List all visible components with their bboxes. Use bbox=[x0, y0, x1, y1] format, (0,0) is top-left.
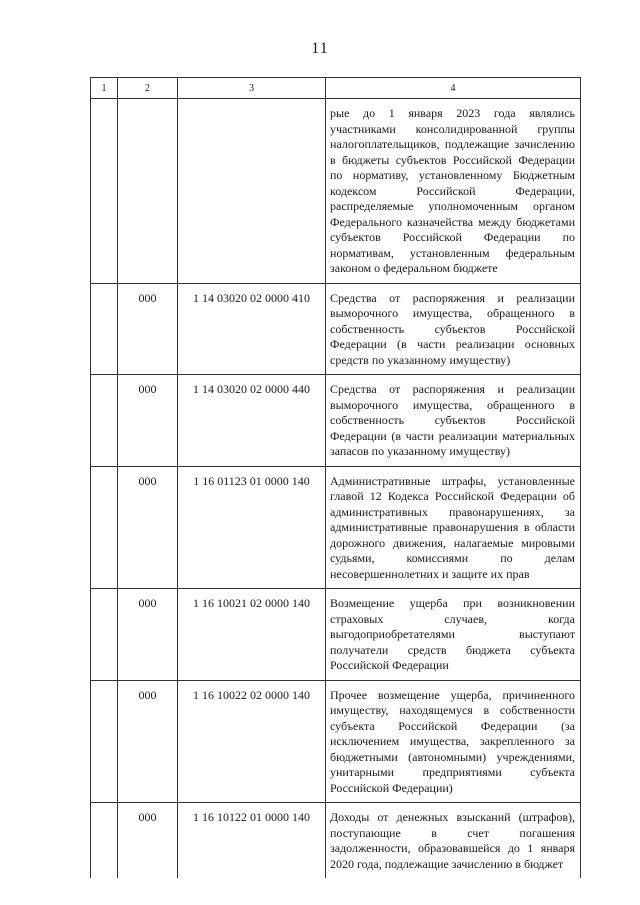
row-cell-description: Возмещение ущерба при возникновении страховых случаев, когда выгодоприобретателями выступают получатели средств бюджета субъекта Российской Федерации bbox=[326, 589, 581, 681]
table-row bbox=[91, 99, 581, 284]
row-cell-col1 bbox=[91, 680, 118, 803]
column-header-2: 2 bbox=[118, 78, 178, 99]
row-cell-col1 bbox=[91, 589, 118, 681]
row-cell-col1 bbox=[91, 466, 118, 589]
row-cell-admin-code: 000 bbox=[118, 375, 178, 467]
row-cell-revenue-code: 1 16 01123 01 0000 140 bbox=[178, 466, 326, 589]
table-row bbox=[91, 589, 581, 681]
row-cell-revenue-code: 1 16 10122 01 0000 140 bbox=[178, 803, 326, 879]
document-sheet bbox=[90, 77, 580, 871]
row-cell-admin-code: 000 bbox=[118, 466, 178, 589]
row-cell-admin-code bbox=[118, 99, 178, 284]
row-cell-admin-code: 000 bbox=[118, 283, 178, 375]
row-cell-revenue-code: 1 14 03020 02 0000 410 bbox=[178, 283, 326, 375]
row-cell-description: Средства от распоряжения и реализации выморочного имущества, обращенного в собственность субъектов Российской Федерации (в части реализации материальных запасов по указанному имуществу) bbox=[326, 375, 581, 467]
row-cell-admin-code: 000 bbox=[118, 803, 178, 879]
table-row bbox=[91, 375, 581, 467]
table-row bbox=[91, 466, 581, 589]
revenue-codes-table bbox=[90, 77, 581, 878]
row-cell-col1 bbox=[91, 99, 118, 284]
row-cell-admin-code: 000 bbox=[118, 589, 178, 681]
row-cell-revenue-code: 1 16 10021 02 0000 140 bbox=[178, 589, 326, 681]
column-header-1: 1 bbox=[91, 78, 118, 99]
row-cell-revenue-code: 1 14 03020 02 0000 440 bbox=[178, 375, 326, 467]
table-row bbox=[91, 680, 581, 803]
row-cell-col1 bbox=[91, 375, 118, 467]
table-row bbox=[91, 283, 581, 375]
row-cell-revenue-code: 1 16 10022 02 0000 140 bbox=[178, 680, 326, 803]
row-cell-revenue-code bbox=[178, 99, 326, 284]
row-cell-col1 bbox=[91, 283, 118, 375]
row-cell-admin-code: 000 bbox=[118, 680, 178, 803]
column-header-3: 3 bbox=[178, 78, 326, 99]
row-cell-description: Доходы от денежных взысканий (штрафов), поступающие в счет погашения задолженности, образовавшейся до 1 января 2020 года, подлежащие зачислению в бюджет bbox=[326, 803, 581, 879]
row-cell-description: Средства от распоряжения и реализации выморочного имущества, обращенного в собственность субъектов Российской Федерации (в части реализации основных средств по указанному имуществу) bbox=[326, 283, 581, 375]
table-header-row bbox=[91, 78, 581, 99]
column-header-4: 4 bbox=[326, 78, 581, 99]
table-row bbox=[91, 803, 581, 879]
row-cell-col1 bbox=[91, 803, 118, 879]
row-cell-description: Административные штрафы, установленные главой 12 Кодекса Российской Федерации об административных правонарушениях, за административные правонарушения в области дорожного движения, налагаемые мировыми судьями, комиссиями по делам несовершеннолетних и защите их прав bbox=[326, 466, 581, 589]
row-cell-description: Прочее возмещение ущерба, причиненного имуществу, находящемуся в собственности субъекта Российской Федерации (за исключением имущества, закрепленного за бюджетными (автономными) учреждениями, унитарными предприятиями субъекта Российской Федерации) bbox=[326, 680, 581, 803]
row-cell-description: рые до 1 января 2023 года являлись участниками консолидированной группы налогоплательщиков, подлежащие зачислению в бюджеты субъектов Российской Федерации по нормативу, установленному Бюджетным кодексом Российской Федерации, распределяемые уполномоченным органом Федерального казначейства между бюджетами субъектов Российской Федерации по нормативам, установленным федеральным законом о федеральном бюджете bbox=[326, 99, 581, 284]
page-number: 11 bbox=[311, 40, 329, 57]
